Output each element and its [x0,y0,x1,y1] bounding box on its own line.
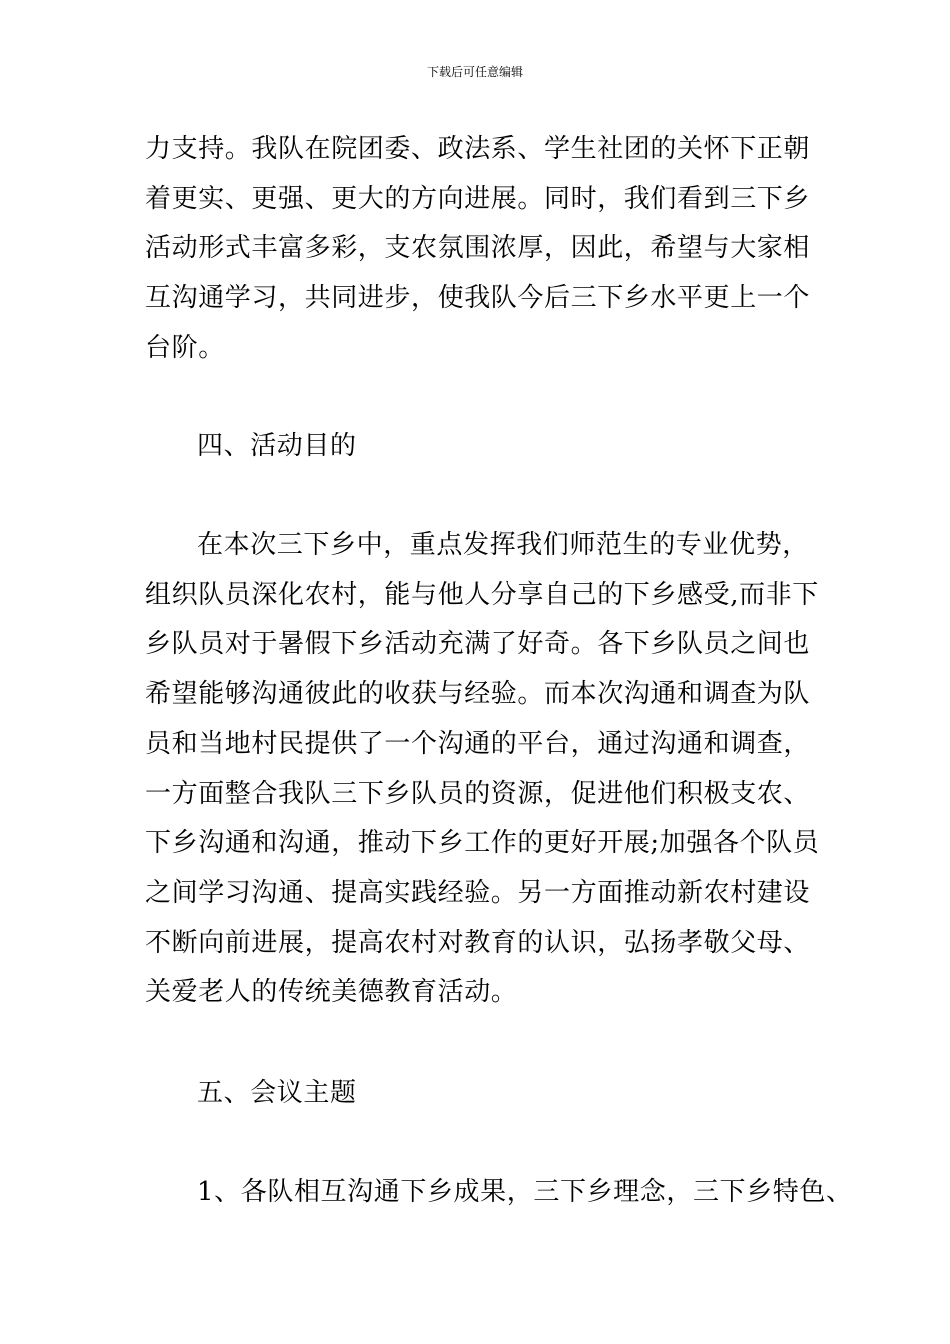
section-heading-5: 五、会议主题 [197,1078,357,1108]
paragraph-line: 互沟通学习，共同进步，使我队今后三下乡水平更上一个 [145,283,811,313]
list-item: 1、各队相互沟通下乡成果，三下乡理念，三下乡特色、 [197,1177,853,1207]
paragraph-line: 乡队员对于暑假下乡活动充满了好奇。各下乡队员之间也 [145,629,811,659]
paragraph-line: 组织队员深化农村，能与他人分享自己的下乡感受,而非下 [145,580,819,610]
paragraph-line: 希望能够沟通彼此的收获与经验。而本次沟通和调查为队 [145,679,811,709]
paragraph-line: 关爱老人的传统美德教育活动。 [145,977,518,1007]
paragraph-line: 之间学习沟通、提高实践经验。另一方面推动新农村建设 [145,878,811,908]
paragraph-line: 员和当地村民提供了一个沟通的平台，通过沟通和调查， [145,729,811,759]
paragraph-line: 活动形式丰富多彩，支农氛围浓厚，因此，希望与大家相 [145,233,811,263]
paragraph-line: 一方面整合我队三下乡队员的资源，促进他们积极支农、 [145,779,811,809]
page-header: 下载后可任意编辑 [426,65,523,79]
section-heading-4: 四、活动目的 [197,431,357,461]
paragraph-line: 不断向前进展，提高农村对教育的认识，弘扬孝敬父母、 [145,928,811,958]
paragraph-line: 在本次三下乡中，重点发挥我们师范生的专业优势， [197,530,809,560]
paragraph-line: 力支持。我队在院团委、政法系、学生社团的关怀下正朝 [145,134,811,164]
paragraph-line: 下乡沟通和沟通，推动下乡工作的更好开展;加强各个队员 [145,828,820,858]
paragraph-line: 台阶。 [145,333,225,363]
paragraph-line: 着更实、更强、更大的方向进展。同时，我们看到三下乡 [145,184,811,214]
